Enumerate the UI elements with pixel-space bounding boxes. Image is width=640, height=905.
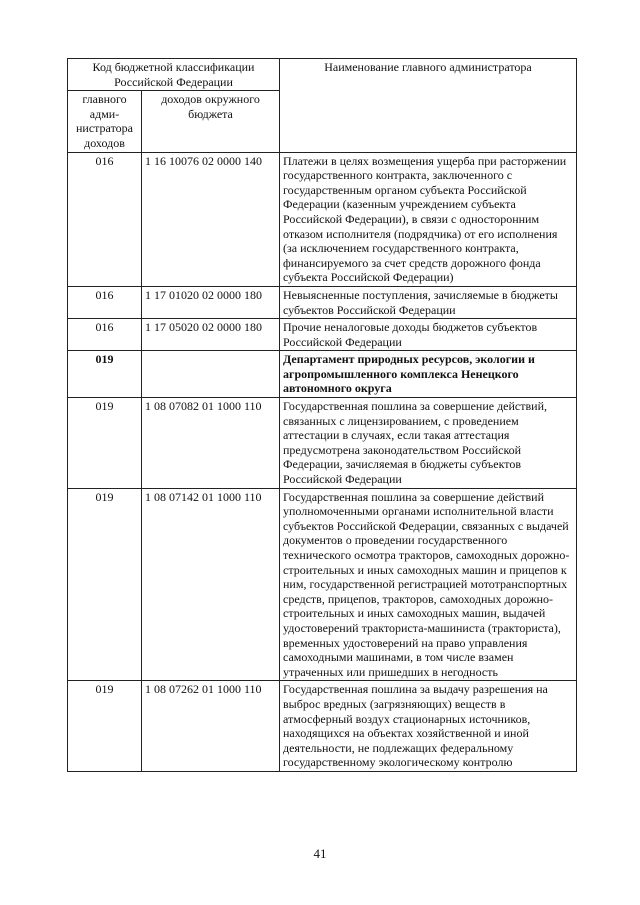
page-number: 41: [313, 846, 327, 861]
admin-name-cell: Государственная пошлина за совершение действий уполномоченными органами исполнительной власти субъектов Российской Федерации, связанных с выдачей документов о проведении государственного технического осмотра тракторов, самоходных дорожно-строительных и иных самоходных машин и прицепов к ним, государственной регистрацией мототранспортных средств, прицепов, тракторов, самоходных дорожно-строительных и иных самоходных машин, выдачей удостоверений тракториста-машиниста (тракториста), временных удостоверений на право управления самоходными машинами, в том числе взамен утраченных или пришедших в негодность: [280, 488, 577, 681]
header-group-label: Код бюджетной классификации Российской Федерации: [68, 59, 280, 91]
admin-name-cell: Департамент природных ресурсов, экологии и агропромышленного комплекса Ненецкого автономного округа: [280, 351, 577, 398]
admin-code-cell: 019: [68, 488, 142, 681]
table-row-section-heading: [68, 351, 577, 398]
revenue-code-cell: 1 17 05020 02 0000 180: [142, 319, 280, 351]
table-row: [68, 488, 577, 681]
table-row: [68, 681, 577, 772]
table-header-row: [68, 59, 577, 91]
admin-code-cell: 019: [68, 681, 142, 772]
table-row: [68, 398, 577, 489]
header-revenue-code: доходов окружного бюджета: [142, 91, 280, 152]
admin-code-cell: 016: [68, 286, 142, 318]
revenue-code-cell: [142, 351, 280, 398]
admin-code-cell: 016: [68, 152, 142, 286]
table-row: [68, 286, 577, 318]
admin-name-cell: Прочие неналоговые доходы бюджетов субъектов Российской Федерации: [280, 319, 577, 351]
table-row: [68, 319, 577, 351]
admin-code-cell: 016: [68, 319, 142, 351]
admin-name-cell: Невыясненные поступления, зачисляемые в бюджеты субъектов Российской Федерации: [280, 286, 577, 318]
header-admin-code: главного адми-нистратора доходов: [68, 91, 142, 152]
budget-classification-table: [67, 58, 577, 772]
revenue-code-cell: 1 08 07142 01 1000 110: [142, 488, 280, 681]
revenue-code-cell: 1 08 07082 01 1000 110: [142, 398, 280, 489]
revenue-code-cell: 1 16 10076 02 0000 140: [142, 152, 280, 286]
revenue-code-cell: 1 17 01020 02 0000 180: [142, 286, 280, 318]
admin-name-cell: Государственная пошлина за совершение действий, связанных с лицензированием, с проведением аттестации в случаях, если такая аттестация предусмотрена законодательством Российской Федерации, зачисляемая в бюджеты субъектов Российской Федерации: [280, 398, 577, 489]
admin-name-cell: Платежи в целях возмещения ущерба при расторжении государственного контракта, заключенного с государственным органом субъекта Российской Федерации (казенным учреждением субъекта Российской Федерации), в связи с односторонним отказом исполнителя (подрядчика) от его исполнения (за исключением государственного контракта, финансируемого за счет средств дорожного фонда субъекта Российской Федерации): [280, 152, 577, 286]
header-admin-name: Наименование главного администратора: [280, 59, 577, 153]
admin-code-cell: 019: [68, 398, 142, 489]
admin-code-cell: 019: [68, 351, 142, 398]
table-row: [68, 152, 577, 286]
revenue-code-cell: 1 08 07262 01 1000 110: [142, 681, 280, 772]
admin-name-cell: Государственная пошлина за выдачу разрешения на выброс вредных (загрязняющих) веществ в атмосферный воздух стационарных источников, находящихся на объектах хозяйственной и иной деятельности, не подлежащих федеральному государственному экологическому контролю: [280, 681, 577, 772]
